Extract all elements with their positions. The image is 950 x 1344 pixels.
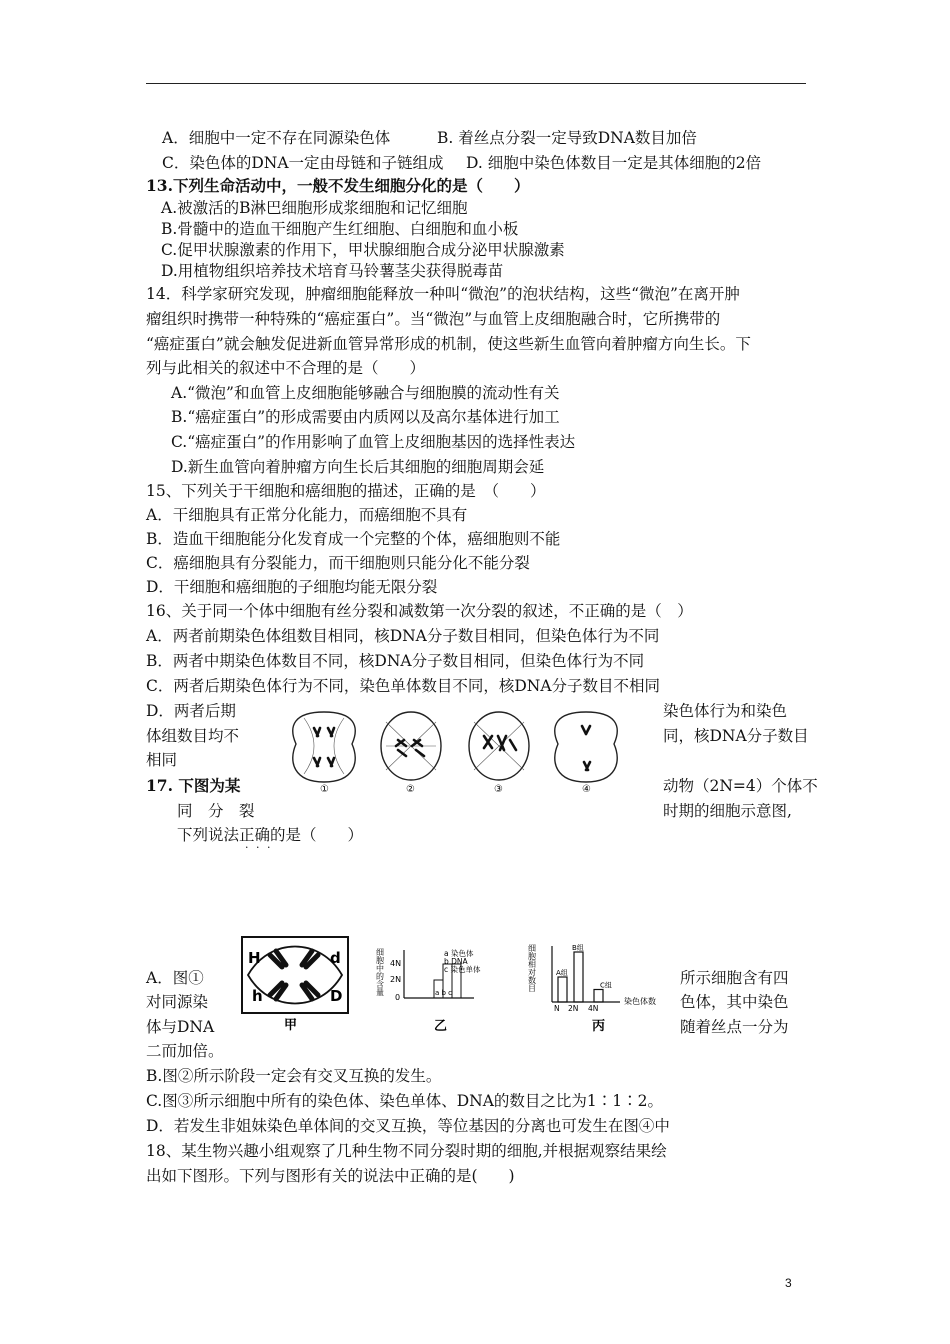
gene-H: H: [248, 949, 261, 967]
jia-chromosome-tr: [302, 951, 318, 967]
q17-option-a-right3: 随着丝点一分为: [680, 1018, 789, 1036]
cell-4-chromosomes: [582, 726, 590, 770]
q14-stem-line3: “癌症蛋白”就会触发促进新血管异常形成的机制，使这些新生血管向着肿瘤方向生长。下: [146, 335, 751, 353]
q18-stem-line2: 出如下图形。下列与图形有关的说法中正确的是( ): [146, 1167, 515, 1185]
fig-label-3: ③: [494, 784, 503, 795]
cell-1-spindle: [304, 718, 344, 774]
figure-jia: [240, 935, 352, 1033]
q13-stem: 13.下列生命活动中，一般不发生细胞分化的是（ ）: [146, 176, 530, 195]
bing-xtick-2n: 2N: [568, 1004, 579, 1013]
q14-stem-line1: 14．科学家研究发现，肿瘤细胞能释放一种叫“微泡”的泡状结构，这些“微泡”在离开肿: [146, 285, 740, 303]
q14-option-b: B.“癌症蛋白”的形成需要由内质网以及高尔基体进行加工: [171, 408, 560, 426]
jia-chromosome-bl: [270, 983, 286, 999]
q16-option-d-left3: 相同: [146, 751, 178, 769]
q17-option-a-right1: 所示细胞含有四: [680, 969, 789, 987]
q14-option-a: A.“微泡”和血管上皮细胞能够融合与细胞膜的流动性有关: [171, 384, 560, 402]
figure-bing: [528, 940, 678, 1034]
q14-stem-line2: 瘤组织时携带一种特殊的“癌症蛋白”。当“微泡”与血管上皮细胞融合时，它所携带的: [146, 310, 721, 328]
q17-stem-left3: 下列说法正确的是（ ）: [177, 826, 364, 844]
q17-option-b: B.图②所示阶段一定会有交叉互换的发生。: [146, 1067, 442, 1085]
q14-stem-line4: 列与此相关的叙述中不合理的是（ ）: [146, 359, 426, 377]
q17-option-a-left2: 对同源染: [146, 993, 209, 1011]
q16-option-d-left1: D．两者后期: [146, 702, 236, 720]
header-rule: [146, 83, 806, 84]
q17-stem-right2: 时期的细胞示意图,: [663, 802, 792, 820]
yi-ytick-4n: 4N: [390, 959, 402, 968]
q13-option-c: C.促甲状腺激素的作用下，甲状腺细胞合成分泌甲状腺激素: [161, 241, 565, 259]
q12-option-d: D. 细胞中染色体数目一定是其体细胞的2倍: [466, 154, 762, 172]
q17-option-d: D．若发生非姐妹染色单体间的交叉互换，等位基因的分离也可发生在图④中: [146, 1117, 670, 1135]
yi-ylabel: 细胞中的含量: [375, 948, 385, 996]
q16-option-a: A．两者前期染色体组数目相同，核DNA分子数目相同，但染色体行为不同: [146, 627, 660, 645]
bing-group-label-1: B组: [572, 944, 584, 952]
bing-group-label-0: A组: [556, 969, 568, 977]
q18-stem-line1: 18、某生物兴趣小组观察了几种生物不同分裂时期的细胞,并根据观察结果绘: [146, 1142, 667, 1160]
q12-option-c: C．染色体的DNA一定由母链和子链组成: [162, 154, 444, 172]
emphasis-dots: · · ·: [245, 841, 273, 854]
page-number: 3: [785, 1276, 792, 1290]
yi-legend-b: b DNA: [444, 957, 468, 966]
q13-option-b: B.骨髓中的造血干细胞产生红细胞、白细胞和血小板: [161, 220, 519, 238]
q17-option-a-right2: 色体，其中染色: [680, 993, 789, 1011]
yi-legend-a: a 染色体: [444, 949, 474, 958]
q12-option-b: B. 着丝点分裂一定导致DNA数目加倍: [437, 129, 697, 147]
fig-label-2: ②: [406, 784, 415, 795]
q17-option-a-tail: 二而加倍。: [146, 1042, 224, 1060]
figure-yi: [375, 940, 516, 1034]
fig-yi-label: 乙: [434, 1019, 448, 1034]
q17-stem-left1: 17. 下图为某: [146, 776, 241, 795]
cell-1-chromosomes-bottom: [314, 758, 334, 766]
bing-xlabel: 染色体数: [624, 997, 656, 1006]
bing-bar-2: [594, 990, 603, 1003]
q16-option-d-right2: 同，核DNA分子数目: [663, 727, 809, 745]
cell-4-outline: [555, 712, 617, 782]
bing-ylabel: 细胞相对数目: [527, 944, 537, 992]
q16-stem: 16、关于同一个体中细胞有丝分裂和减数第一次分裂的叙述，不正确的是（ ）: [146, 602, 693, 620]
q15-option-c: C．癌细胞具有分裂能力，而干细胞则只能分化不能分裂: [146, 554, 530, 572]
cell-1-chromosomes-top: [314, 728, 334, 736]
gene-D: D: [330, 987, 343, 1005]
q17-stem-right1: 动物（2N=4）个体不: [663, 777, 818, 795]
fig-label-1: ①: [320, 784, 329, 795]
q17-option-c: C.图③所示细胞中所有的染色体、染色单体、DNA的数目之比为1∶1∶2。: [146, 1092, 664, 1110]
cell-3-spindle: [474, 722, 524, 770]
q16-option-d-right1: 染色体行为和染色: [663, 702, 788, 720]
q15-option-a: A．干细胞具有正常分化能力，而癌细胞不具有: [146, 506, 468, 524]
jia-chromosome-br: [302, 983, 318, 999]
q17-option-a-left3: 体与DNA: [146, 1018, 215, 1036]
q13-option-a: A.被激活的B淋巴细胞形成浆细胞和记忆细胞: [161, 199, 468, 217]
jia-chromosome-tl: [270, 951, 286, 967]
yi-legend-c: c 染色单体: [444, 965, 481, 974]
yi-bar-letters: a b c: [435, 989, 453, 997]
q16-option-d-left2: 体组数目均不: [146, 727, 240, 745]
bing-group-label-2: C组: [600, 981, 612, 990]
q12-option-a: A．细胞中一定不存在同源染色体: [162, 129, 391, 147]
q17-stem-left2: 同 分 裂: [177, 802, 255, 820]
cell-division-figure: [286, 708, 640, 794]
bing-bars: [556, 944, 612, 1002]
bing-bar-0: [558, 977, 567, 1002]
bing-bar-1: [574, 952, 583, 1002]
q16-option-b: B．两者中期染色体数目不同，核DNA分子数目相同，但染色体行为不同: [146, 652, 645, 670]
q17-option-a-left1: A．图①: [146, 969, 204, 987]
bing-xtick-n: N: [554, 1004, 560, 1013]
fig-jia-label: 甲: [284, 1018, 298, 1033]
bing-xtick-4n: 4N: [588, 1004, 599, 1013]
q13-option-d: D.用植物组织培养技术培育马铃薯茎尖获得脱毒苗: [161, 262, 504, 280]
cell-1-outline: [293, 712, 355, 782]
fig-label-4: ④: [582, 784, 591, 795]
q15-option-d: D．干细胞和癌细胞的子细胞均能无限分裂: [146, 578, 438, 596]
q16-option-c: C．两者后期染色体行为不同，染色单体数目不同，核DNA分子数目不相同: [146, 677, 661, 695]
q14-option-d: D.新生血管向着肿瘤方向生长后其细胞的细胞周期会延: [171, 458, 545, 476]
yi-ytick-0: 0: [395, 993, 401, 1002]
q14-option-c: C.“癌症蛋白”的作用影响了血管上皮细胞基因的选择性表达: [171, 433, 576, 451]
cell-3-chromosomes: [484, 736, 516, 750]
fig-bing-label: 丙: [592, 1019, 606, 1034]
q15-stem: 15、下列关于干细胞和癌细胞的描述，正确的是 （ ）: [146, 482, 546, 500]
cell-2-chromosomes: [396, 740, 424, 756]
gene-h: h: [252, 987, 263, 1005]
gene-d: d: [330, 949, 341, 967]
yi-ytick-2n: 2N: [390, 975, 402, 984]
q15-option-b: B．造血干细胞能分化发育成一个完整的个体，癌细胞则不能: [146, 530, 561, 548]
